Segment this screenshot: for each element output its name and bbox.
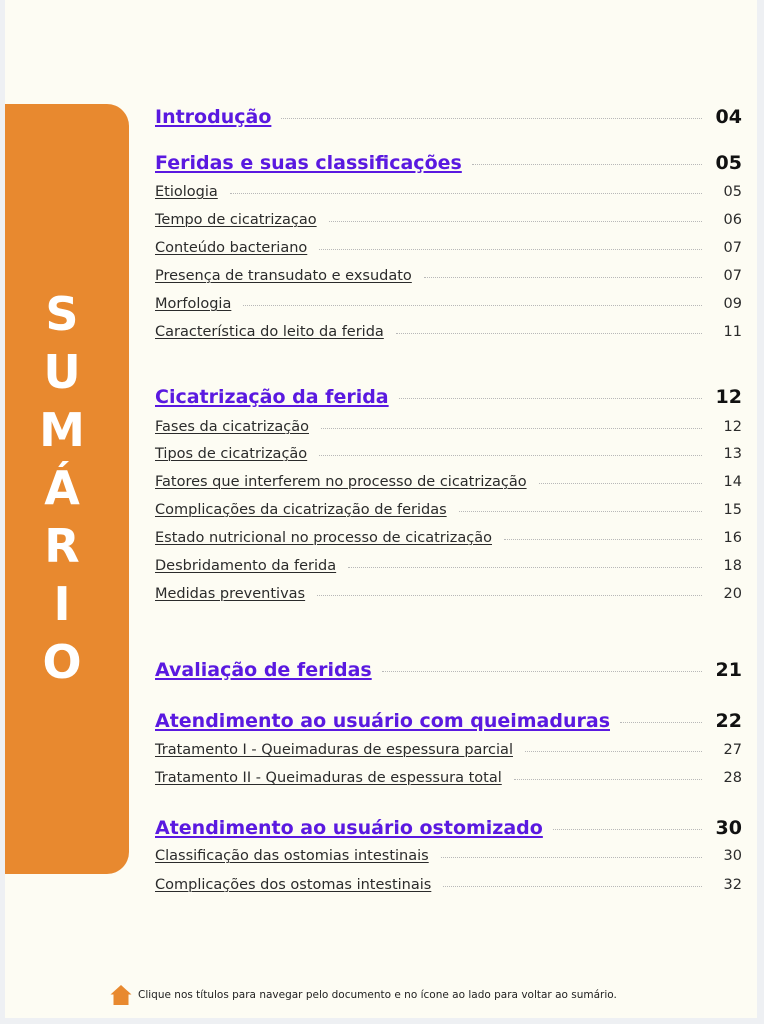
document-page <box>5 0 757 1018</box>
toc-page-number: 30 <box>723 848 742 864</box>
dotted-leader <box>525 751 702 752</box>
toc-page-number: 14 <box>723 474 742 490</box>
toc-subsection-row[interactable] <box>155 324 742 340</box>
toc-subsection-link[interactable]: Estado nutricional no processo de cicatrização <box>155 530 492 546</box>
dotted-leader <box>399 398 702 399</box>
dotted-leader <box>329 221 702 222</box>
toc-subsection-row[interactable] <box>155 212 742 228</box>
toc-subsection-link[interactable]: Conteúdo bacteriano <box>155 240 308 256</box>
toc-subsection-link[interactable]: Complicações dos ostomas intestinais <box>155 877 432 893</box>
dotted-leader <box>504 539 702 540</box>
toc-subsection-row[interactable] <box>155 268 742 284</box>
summary-letter: O <box>42 635 82 689</box>
dotted-leader <box>514 779 702 780</box>
toc-page-number: 12 <box>723 419 742 435</box>
dotted-leader <box>230 193 702 194</box>
toc-subsection-row[interactable] <box>155 474 742 490</box>
toc-section-row[interactable] <box>155 106 742 128</box>
toc-section-row[interactable] <box>155 817 742 839</box>
toc-page-number: 04 <box>715 106 742 128</box>
toc-page-number: 15 <box>723 502 742 518</box>
toc-section-row[interactable] <box>155 152 742 174</box>
dotted-leader <box>424 277 702 278</box>
toc-section-row[interactable] <box>155 710 742 732</box>
dotted-leader <box>396 333 702 334</box>
toc-page-number: 06 <box>723 212 742 228</box>
toc-subsection-row[interactable] <box>155 770 742 786</box>
toc-section-link[interactable]: Introdução <box>155 106 272 128</box>
dotted-leader <box>539 483 702 484</box>
summary-letter: U <box>43 345 81 399</box>
toc-subsection-link[interactable]: Fases da cicatrização <box>155 419 309 435</box>
toc-page-number: 21 <box>715 659 742 681</box>
toc-subsection-link[interactable]: Complicações da cicatrização de feridas <box>155 502 447 518</box>
summary-letter: Á <box>44 461 80 515</box>
dotted-leader <box>620 722 702 723</box>
toc-page-number: 05 <box>723 184 742 200</box>
toc-subsection-link[interactable]: Medidas preventivas <box>155 586 306 602</box>
toc-subsection-link[interactable]: Característica do leito da ferida <box>155 324 384 340</box>
toc-subsection-link[interactable]: Tratamento II - Queimaduras de espessura total <box>155 770 502 786</box>
toc-section-link[interactable]: Avaliação de feridas <box>155 659 372 681</box>
toc-page-number: 11 <box>723 324 742 340</box>
toc-subsection-row[interactable] <box>155 530 742 546</box>
toc-page-number: 27 <box>723 742 742 758</box>
dotted-leader <box>459 511 702 512</box>
toc-subsection-row[interactable] <box>155 502 742 518</box>
toc-page-number: 32 <box>723 877 742 893</box>
dotted-leader <box>319 455 702 456</box>
toc-subsection-row[interactable] <box>155 446 742 462</box>
dotted-leader <box>382 671 702 672</box>
footer-instruction-text: Clique nos títulos para navegar pelo documento e no ícone ao lado para voltar ao sumário. <box>138 989 617 1001</box>
toc-subsection-row[interactable] <box>155 419 742 435</box>
toc-section-row[interactable] <box>155 386 742 408</box>
dotted-leader <box>443 886 702 887</box>
toc-page-number: 12 <box>715 386 742 408</box>
toc-subsection-link[interactable]: Tipos de cicatrização <box>155 446 308 462</box>
dotted-leader <box>553 829 702 830</box>
toc-page-number: 28 <box>723 770 742 786</box>
toc-section-link[interactable]: Atendimento ao usuário ostomizado <box>155 817 543 839</box>
dotted-leader <box>319 249 702 250</box>
summary-letter: M <box>39 403 85 457</box>
toc-subsection-row[interactable] <box>155 586 742 602</box>
toc-page-number: 16 <box>723 530 742 546</box>
dotted-leader <box>317 595 702 596</box>
toc-page-number: 20 <box>723 586 742 602</box>
dotted-leader <box>472 164 702 165</box>
footer-note <box>110 984 617 1006</box>
toc-subsection-link[interactable]: Etiologia <box>155 184 218 200</box>
toc-subsection-row[interactable] <box>155 877 742 893</box>
toc-page-number: 07 <box>723 268 742 284</box>
toc-section-link[interactable]: Atendimento ao usuário com queimaduras <box>155 710 610 732</box>
toc-page-number: 30 <box>715 817 742 839</box>
summary-letter: R <box>44 519 80 573</box>
dotted-leader <box>321 428 702 429</box>
dotted-leader <box>281 118 701 119</box>
dotted-leader <box>243 305 702 306</box>
toc-section-link[interactable]: Feridas e suas classificações <box>155 152 462 174</box>
toc-page-number: 22 <box>715 710 742 732</box>
toc-subsection-row[interactable] <box>155 240 742 256</box>
toc-page-number: 07 <box>723 240 742 256</box>
toc-subsection-row[interactable] <box>155 848 742 864</box>
toc-page-number: 18 <box>723 558 742 574</box>
toc-page-number: 13 <box>723 446 742 462</box>
toc-subsection-row[interactable] <box>155 184 742 200</box>
toc-subsection-link[interactable]: Morfologia <box>155 296 232 312</box>
toc-page-number: 05 <box>715 152 742 174</box>
toc-section-row[interactable] <box>155 659 742 681</box>
summary-letter: I <box>53 577 71 631</box>
toc-subsection-link[interactable]: Fatores que interferem no processo de cicatrização <box>155 474 527 490</box>
toc-subsection-link[interactable]: Tempo de cicatrizaçao <box>155 212 317 228</box>
toc-section-link[interactable]: Cicatrização da ferida <box>155 386 389 408</box>
home-icon[interactable] <box>110 984 132 1006</box>
toc-subsection-row[interactable] <box>155 558 742 574</box>
dotted-leader <box>441 857 702 858</box>
toc-subsection-row[interactable] <box>155 296 742 312</box>
toc-subsection-link[interactable]: Presença de transudato e exsudato <box>155 268 412 284</box>
toc-subsection-link[interactable]: Classificação das ostomias intestinais <box>155 848 429 864</box>
summary-side-banner <box>5 104 129 874</box>
toc-subsection-link[interactable]: Tratamento I - Queimaduras de espessura parcial <box>155 742 513 758</box>
toc-subsection-row[interactable] <box>155 742 742 758</box>
dotted-leader <box>348 567 702 568</box>
toc-page-number: 09 <box>723 296 742 312</box>
toc-subsection-link[interactable]: Desbridamento da ferida <box>155 558 337 574</box>
summary-letter: S <box>45 287 79 341</box>
